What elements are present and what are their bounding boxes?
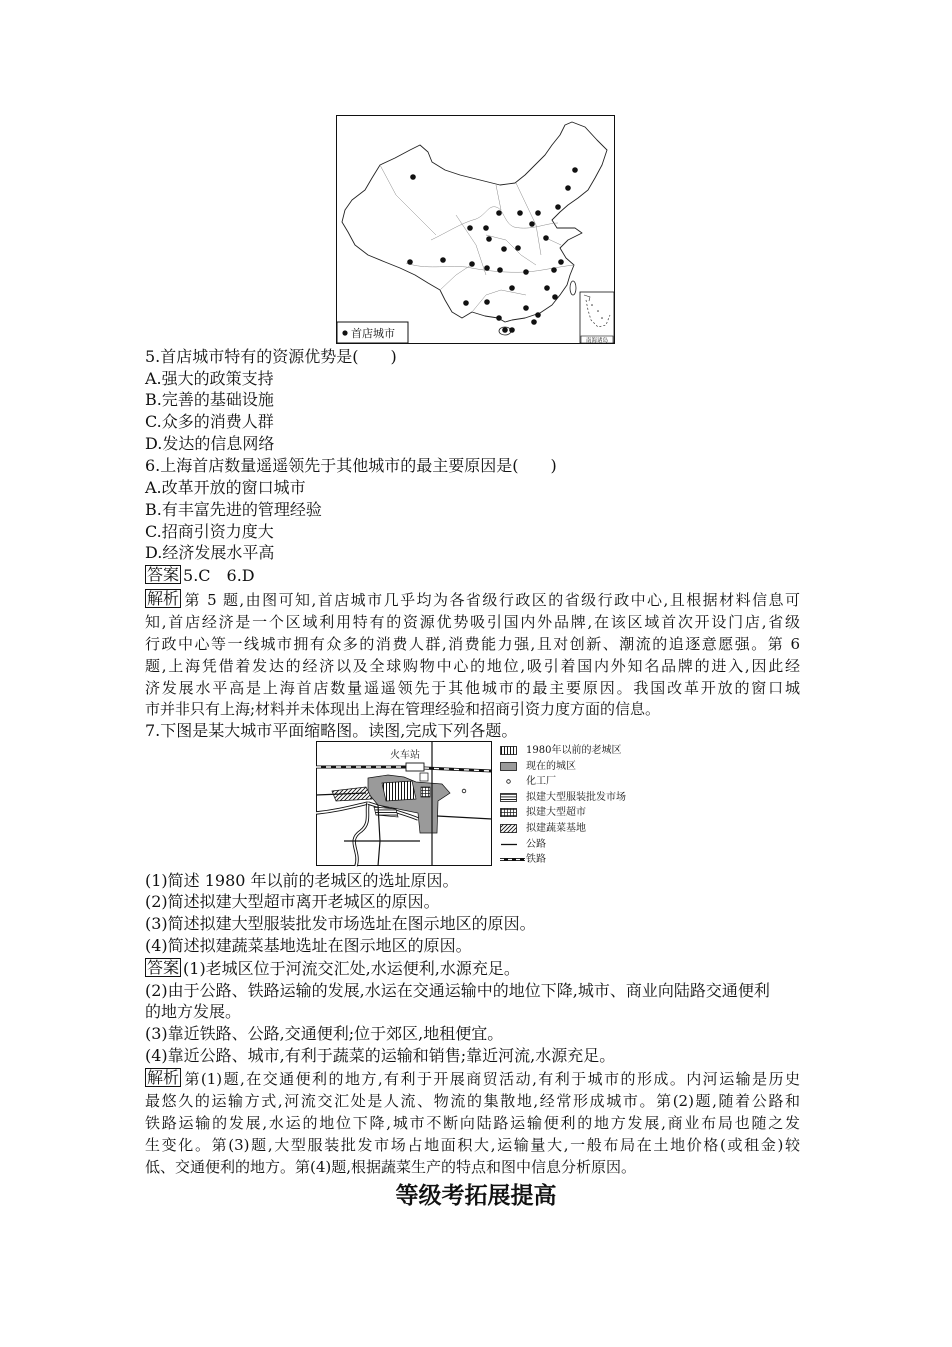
city-plan-map: [316, 741, 493, 867]
city-dot: [529, 221, 535, 227]
q5-option-a: A.强大的政策支持: [145, 369, 274, 388]
q7-answer-line: (4)靠近公路、城市,有利于蔬菜的运输和销售;靠近河流,水源充足。: [145, 1046, 616, 1065]
q7-answer-line: [145, 958, 520, 980]
city-dot: [502, 327, 508, 333]
legend-label: 拟建大型服装批发市场: [526, 791, 626, 803]
q5-option-d: D.发达的信息网络: [145, 434, 275, 453]
q6-option-b: B.有丰富先进的管理经验: [145, 500, 322, 519]
city-dot: [410, 174, 416, 180]
city-dot: [551, 267, 557, 273]
taiwan-island: [570, 281, 576, 295]
city-dot: [467, 225, 473, 231]
legend-dot-icon: [342, 330, 347, 335]
legend-label: 拟建蔬菜基地: [526, 822, 586, 834]
q56-answer-line: [145, 565, 255, 587]
analysis-tag: 解析: [147, 589, 180, 608]
city-dot: [535, 210, 541, 216]
inset-label: 南海诸岛: [585, 337, 609, 344]
city-dot: [509, 285, 515, 291]
legend-railway: [500, 852, 660, 868]
city-dot: [572, 167, 578, 173]
q7-stem: 7.下图是某大城市平面缩略图。读图,完成下列各题。: [145, 721, 518, 740]
city-dot: [555, 204, 561, 210]
city-dot: [483, 225, 489, 231]
city-dot: [496, 210, 502, 216]
q5-option-b: B.完善的基础设施: [145, 390, 274, 409]
city-dot: [515, 245, 521, 251]
q7-answer-line: (2)由于公路、铁路运输的发展,水运在交通运输中的地位下降,城市、商业向陆路交通便利: [145, 981, 770, 1000]
city-dot: [523, 305, 529, 311]
city-dot: [501, 246, 507, 252]
q7-analysis-line: 生变化。第(3)题,大型服装批发市场占地面积大,运输量大,一般布局在土地价格(或租金)较: [145, 1136, 800, 1154]
island-dot: [601, 317, 603, 319]
south-china-sea-inset: [580, 292, 614, 343]
city-dot: [558, 259, 564, 265]
city-dot: [469, 261, 475, 267]
legend-label: 1980年以前的老城区: [526, 745, 622, 756]
small-circle-icon: [500, 777, 518, 786]
q56-analysis-text: 第 5 题,由图可知,首店城市几乎均为各省级行政区的省级行政中心,且根据材料信息可: [183, 591, 800, 609]
legend-supermarket: [500, 805, 660, 821]
china-first-store-map: [336, 115, 616, 345]
legend-label: 拟建大型超市: [526, 807, 586, 819]
q7-sub-1: (1)简述 1980 年以前的老城区的选址原因。: [145, 871, 459, 890]
q7-analysis-line: 铁路运输的发展,水运的地位下降,城市不断向陆路运输便利的地方发展,商业布局也随之发: [145, 1114, 800, 1132]
horizontal-lines-swatch: [500, 793, 518, 802]
old-city-area: [382, 781, 416, 801]
planned-supermarket: [421, 787, 430, 797]
city-dot: [552, 294, 558, 300]
q56-analysis-line: 知,首店经济是一个区域利用特有的资源优势吸引国内外品牌,在该区域首次开设门店,省级: [145, 613, 800, 631]
q56-analysis-line: [145, 589, 800, 611]
q7-answer-text: (1)老城区位于河流交汇处,水运便利,水源充足。: [183, 959, 520, 978]
city-dot: [535, 312, 541, 318]
q7-answer-line: 的地方发展。: [145, 1002, 242, 1021]
legend-label: 化工厂: [526, 776, 556, 788]
city-dot: [544, 285, 550, 291]
legend-vegetable-base: [500, 821, 660, 837]
legend-label: 公路: [526, 838, 546, 850]
railway-station-icon: [406, 763, 424, 771]
chemical-plant-icon: [462, 789, 466, 793]
city-dot: [565, 185, 571, 191]
q7-analysis-text: 第(1)题,在交通便利的地方,有利于开展商贸活动,有利于城市的形成。内河运输是历史: [183, 1070, 800, 1088]
city-dot: [486, 236, 492, 242]
legend-chemical-plant: [500, 774, 660, 790]
analysis-tag: 解析: [147, 1068, 180, 1087]
legend-current-city: [500, 759, 660, 775]
q56-answer-text: 5.C 6.D: [183, 566, 255, 585]
q7-analysis-line: [145, 1068, 800, 1090]
island-dot: [591, 304, 593, 306]
city-map-legend: [500, 743, 660, 868]
q56-analysis-line: 市并非只有上海;材料并未体现出上海在管理经验和招商引资力度方面的信息。: [145, 700, 661, 718]
q5-stem: 5.首店城市特有的资源优势是( ): [145, 347, 397, 366]
station-building-icon: [420, 773, 428, 781]
railway-station-label: 火车站: [390, 750, 420, 761]
city-dot: [531, 319, 537, 325]
q6-stem: 6.上海首店数量遥遥领先于其他城市的最主要原因是( ): [145, 456, 557, 475]
city-dot: [484, 299, 490, 305]
answer-tag: 答案: [147, 958, 180, 977]
city-dot: [407, 259, 413, 265]
legend-road: [500, 837, 660, 853]
map-legend-label: 首店城市: [351, 327, 395, 340]
answer-tag: 答案: [147, 565, 180, 584]
city-dot: [543, 235, 549, 241]
island-dot: [597, 310, 599, 312]
vertical-hatch-swatch: [500, 746, 518, 755]
city-dot: [496, 315, 502, 321]
city-dot: [440, 257, 446, 263]
q56-analysis-line: 济发展水平高是上海首店数量遥遥领先于其他城市的最主要原因。我国改革开放的窗口城: [145, 679, 800, 697]
city-dot: [463, 300, 469, 306]
section-heading: 等级考拓展提高: [395, 1183, 557, 1209]
solid-line-icon: [500, 840, 518, 849]
city-dot: [484, 265, 490, 271]
city-dot: [497, 267, 503, 273]
city-dot: [523, 269, 529, 275]
city-dot: [509, 327, 515, 333]
q56-analysis-line: 题,上海凭借着发达的经济以及全球购物中心的地位,吸引着国内外知名品牌的进入,因此经: [145, 657, 800, 675]
railway-line-icon: [500, 855, 526, 864]
q6-option-d: D.经济发展水平高: [145, 543, 275, 562]
q6-option-a: A.改革开放的窗口城市: [145, 478, 306, 497]
q6-option-c: C.招商引资力度大: [145, 522, 274, 541]
legend-label: 现在的城区: [526, 760, 576, 772]
q7-answer-line: (3)靠近铁路、公路,交通便利;位于郊区,地租便宜。: [145, 1024, 504, 1043]
legend-label: 铁路: [526, 854, 546, 866]
q56-analysis-line: 行政中心等一线城市拥有众多的消费人群,消费能力强,且对创新、潮流的追逐意愿强。第 6: [145, 635, 800, 653]
q7-sub-4: (4)简述拟建蔬菜基地选址在图示地区的原因。: [145, 936, 472, 955]
q7-sub-3: (3)简述拟建大型服装批发市场选址在图示地区的原因。: [145, 914, 536, 933]
q7-analysis-line: 低、交通便利的地方。第(4)题,根据蔬菜生产的特点和图中信息分析原因。: [145, 1158, 637, 1176]
gray-fill-swatch: [500, 762, 518, 771]
city-dot: [517, 210, 523, 216]
q7-sub-2: (2)简述拟建大型超市离开老城区的原因。: [145, 892, 440, 911]
legend-old-city: [500, 743, 660, 759]
legend-clothing-market: [500, 790, 660, 806]
q5-option-c: C.众多的消费人群: [145, 412, 274, 431]
q7-analysis-line: 最悠久的运输方式,河流交汇处是人流、物流的集散地,经常形成城市。第(2)题,随着公路和: [145, 1092, 800, 1110]
grid-swatch: [500, 808, 518, 817]
diagonal-hatch-swatch: [500, 824, 518, 833]
